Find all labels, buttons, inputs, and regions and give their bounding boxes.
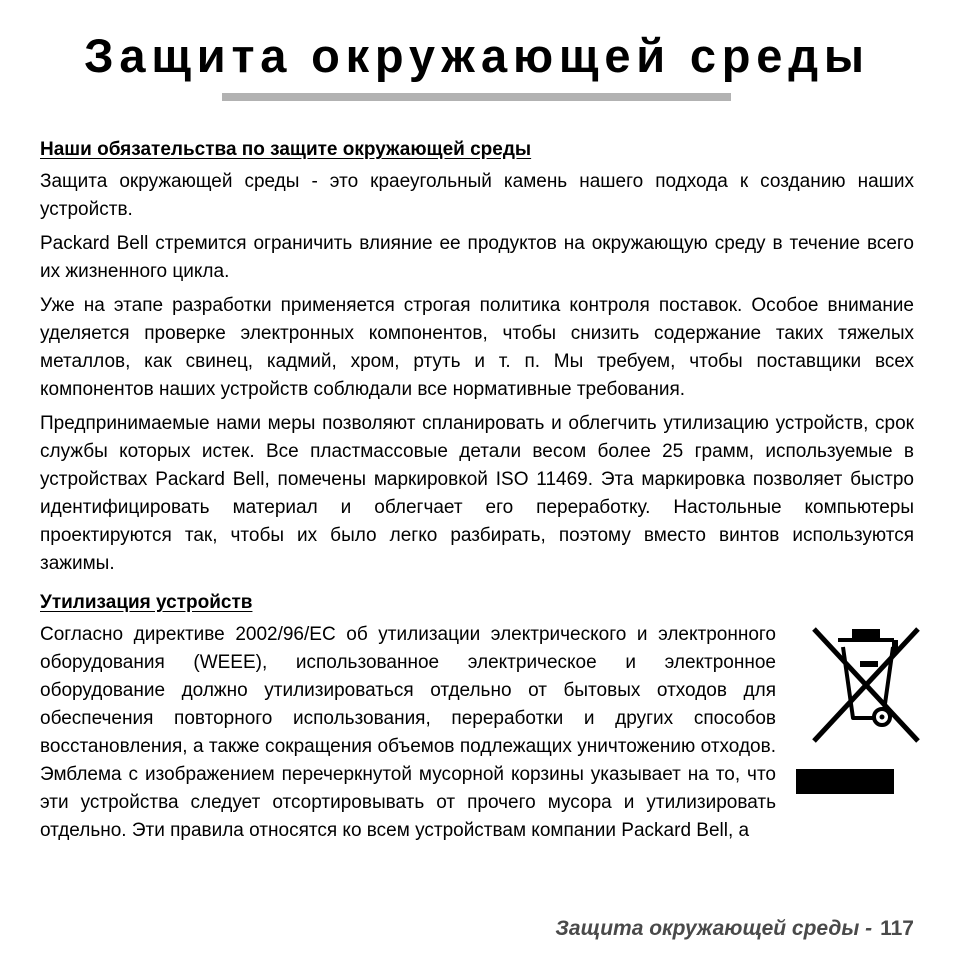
paragraph: Согласно директиве 2002/96/EC об утилизации электрического и электронного оборудования (WEEE), использованное электрическое и электронное оборудование должно утилизироваться отдельно от бытовых отходов для обеспечения повторного использования, переработки и других способов восстановления, а также сокращения объемов подлежащих уничтожению отходов. Эмблема с изображением перечеркнутой мусорной корзины указывает на то, что эти устройства следует отсортировывать от прочего мусора и утилизировать отдельно. Эти правила относятся ко всем устройствам компании Packard Bell, а xyxy=(40,624,776,841)
footer-section-title: Защита окружающей среды - xyxy=(555,917,873,940)
section-heading-disposal: Утилизация устройств xyxy=(40,592,253,613)
page-number: 117 xyxy=(880,917,914,940)
paragraph: Предпринимаемые нами меры позволяют спланировать и облегчить утилизацию устройств, срок службы которых истек. Все пластмассовые детали весом более 25 грамм, используемые в устройствах Packard Bell, помечены маркировкой ISO 11469. Эта маркировка позволяет быстро идентифицировать материал и облегчает его переработку. Настольные компьютеры проектируются так, чтобы их было легко разбирать, поэтому вместо винтов используются зажимы. xyxy=(40,413,914,574)
paragraph: Уже на этапе разработки применяется строгая политика контроля поставок. Особое внимание уделяется проверке электронных компонентов, чтобы снизить содержание таких тяжелых металлов, как свинец, кадмий, хром, ртуть и т. п. Мы требуем, чтобы поставщики всех компонентов наших устройств соблюдали все нормативные требования. xyxy=(40,295,914,400)
page-title: Защита окружающей среды xyxy=(84,29,870,82)
title-underline-rule xyxy=(222,93,731,101)
paragraph: Packard Bell стремится ограничить влияние ее продуктов на окружающую среду в течение всего их жизненного цикла. xyxy=(40,233,914,282)
weee-symbol xyxy=(796,623,931,803)
page-content xyxy=(40,136,914,845)
section-heading-commitments: Наши обязательства по защите окружающей среды xyxy=(40,139,532,160)
paragraph: Защита окружающей среды - это краеугольный камень нашего подхода к созданию наших устройств. xyxy=(40,171,914,220)
page-footer xyxy=(555,914,914,944)
weee-black-bar xyxy=(796,769,894,794)
crossed-out-bin-icon xyxy=(808,623,930,747)
